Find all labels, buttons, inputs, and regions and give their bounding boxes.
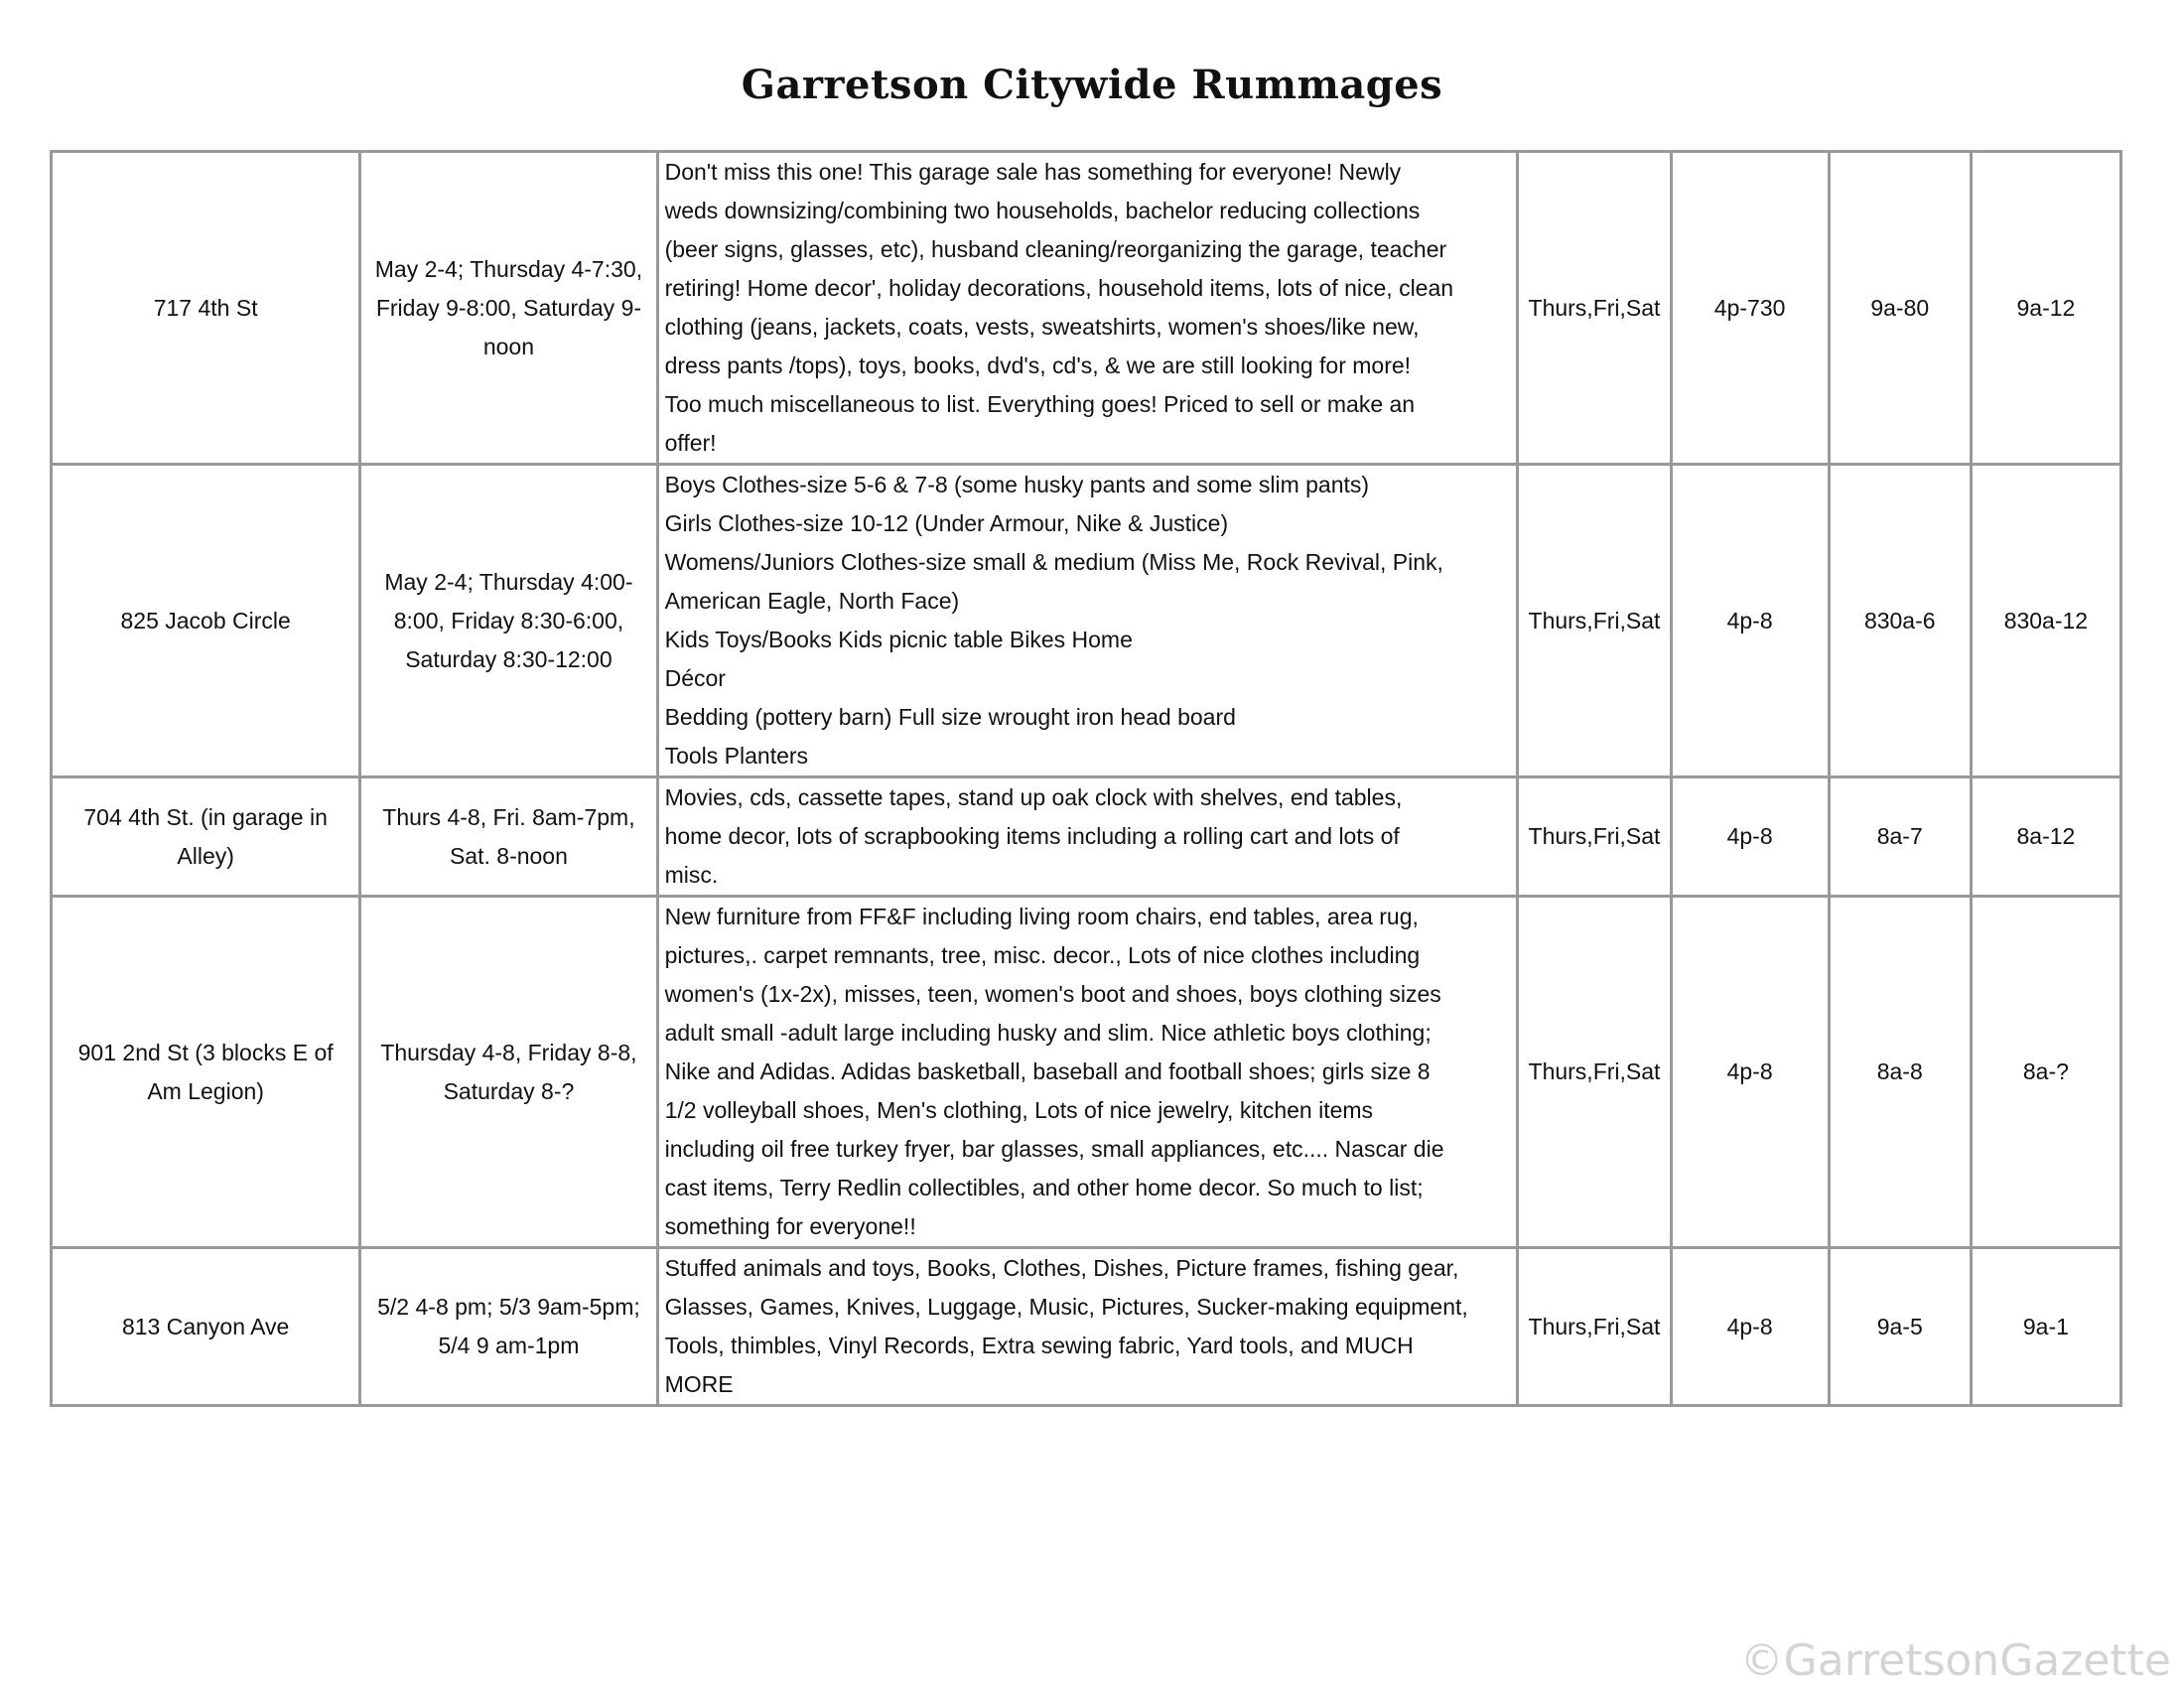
friday-hours-cell: 830a-6 <box>1829 465 1971 777</box>
rummage-sales-table <box>50 150 2122 1407</box>
address-cell: 825 Jacob Circle <box>52 465 360 777</box>
days-cell: Thurs,Fri,Sat <box>1518 152 1671 465</box>
friday-hours-cell: 9a-80 <box>1829 152 1971 465</box>
description-line: Stuffed animals and toys, Books, Clothes, Dishes, Picture frames, fishing gear, <box>664 1255 1459 1281</box>
days-cell: Thurs,Fri,Sat <box>1518 897 1671 1248</box>
days-cell: Thurs,Fri,Sat <box>1518 465 1671 777</box>
description-line: American Eagle, North Face) <box>664 588 960 614</box>
description-line: Movies, cds, cassette tapes, stand up oak clock with shelves, end tables, <box>664 784 1403 810</box>
description-line: Too much miscellaneous to list. Everything goes! Priced to sell or make an <box>664 391 1416 417</box>
table-row <box>52 465 2121 777</box>
watermark-text: ©GarretsonGazette <box>1739 1635 2171 1686</box>
description-line: Tools, thimbles, Vinyl Records, Extra sewing fabric, Yard tools, and MUCH <box>664 1333 1414 1358</box>
thursday-hours-cell: 4p-8 <box>1671 777 1829 897</box>
table-row <box>52 152 2121 465</box>
dates-cell: May 2-4; Thursday 4-7:30, Friday 9-8:00, Saturday 9-noon <box>360 152 657 465</box>
saturday-hours-cell: 8a-12 <box>1971 777 2120 897</box>
description-cell <box>657 897 1518 1248</box>
table-body <box>52 152 2121 1406</box>
friday-hours-cell: 8a-8 <box>1829 897 1971 1248</box>
description-line: Kids Toys/Books Kids picnic table Bikes Home <box>664 627 1133 652</box>
description-line: offer! <box>664 430 717 456</box>
description-line: something for everyone!! <box>664 1213 916 1239</box>
dates-cell: 5/2 4-8 pm; 5/3 9am-5pm; 5/4 9 am-1pm <box>360 1248 657 1406</box>
friday-hours-cell: 8a-7 <box>1829 777 1971 897</box>
description-line: dress pants /tops), toys, books, dvd's, cd's, & we are still looking for more! <box>664 352 1412 378</box>
thursday-hours-cell: 4p-730 <box>1671 152 1829 465</box>
description-cell <box>657 1248 1518 1406</box>
description-line: home decor, lots of scrapbooking items including a rolling cart and lots of <box>664 823 1400 849</box>
table-row <box>52 777 2121 897</box>
description-line: Glasses, Games, Knives, Luggage, Music, Pictures, Sucker-making equipment, <box>664 1294 1468 1320</box>
address-cell: 717 4th St <box>52 152 360 465</box>
description-line: cast items, Terry Redlin collectibles, and other home decor. So much to list; <box>664 1175 1424 1200</box>
table-row <box>52 1248 2121 1406</box>
description-line: clothing (jeans, jackets, coats, vests, sweatshirts, women's shoes/like new, <box>664 314 1420 340</box>
description-line: New furniture from FF&F including living room chairs, end tables, area rug, <box>664 904 1419 929</box>
description-line: (beer signs, glasses, etc), husband cleaning/reorganizing the garage, teacher <box>664 236 1447 262</box>
friday-hours-cell: 9a-5 <box>1829 1248 1971 1406</box>
address-cell: 813 Canyon Ave <box>52 1248 360 1406</box>
description-line: MORE <box>664 1371 734 1397</box>
description-line: pictures,. carpet remnants, tree, misc. decor., Lots of nice clothes including <box>664 942 1421 968</box>
thursday-hours-cell: 4p-8 <box>1671 897 1829 1248</box>
saturday-hours-cell: 8a-? <box>1971 897 2120 1248</box>
address-cell: 901 2nd St (3 blocks E of Am Legion) <box>52 897 360 1248</box>
description-line: weds downsizing/combining two households, bachelor reducing collections <box>664 198 1421 223</box>
description-line: 1/2 volleyball shoes, Men's clothing, Lots of nice jewelry, kitchen items <box>664 1097 1374 1123</box>
thursday-hours-cell: 4p-8 <box>1671 1248 1829 1406</box>
dates-cell: Thurs 4-8, Fri. 8am-7pm, Sat. 8-noon <box>360 777 657 897</box>
days-cell: Thurs,Fri,Sat <box>1518 1248 1671 1406</box>
description-line: Nike and Adidas. Adidas basketball, baseball and football shoes; girls size 8 <box>664 1058 1431 1084</box>
description-line: Womens/Juniors Clothes-size small & medium (Miss Me, Rock Revival, Pink, <box>664 549 1443 575</box>
page-title: Garretson Citywide Rummages <box>741 62 1443 108</box>
description-line: Don't miss this one! This garage sale has something for everyone! Newly <box>664 159 1402 185</box>
description-line: adult small -adult large including husky and slim. Nice athletic boys clothing; <box>664 1020 1432 1046</box>
description-line: including oil free turkey fryer, bar glasses, small appliances, etc.... Nascar die <box>664 1136 1444 1162</box>
description-line: Décor <box>664 665 726 691</box>
description-line: retiring! Home decor', holiday decorations, household items, lots of nice, clean <box>664 275 1454 301</box>
description-cell <box>657 777 1518 897</box>
description-line: Bedding (pottery barn) Full size wrought iron head board <box>664 704 1236 730</box>
saturday-hours-cell: 9a-12 <box>1971 152 2120 465</box>
table-row <box>52 897 2121 1248</box>
days-cell: Thurs,Fri,Sat <box>1518 777 1671 897</box>
description-line: Boys Clothes-size 5-6 & 7-8 (some husky pants and some slim pants) <box>664 472 1370 497</box>
dates-cell: May 2-4; Thursday 4:00-8:00, Friday 8:30-6:00, Saturday 8:30-12:00 <box>360 465 657 777</box>
description-cell <box>657 152 1518 465</box>
description-line: Girls Clothes-size 10-12 (Under Armour, Nike & Justice) <box>664 510 1229 536</box>
description-line: women's (1x-2x), misses, teen, women's boot and shoes, boys clothing sizes <box>664 981 1441 1007</box>
description-cell <box>657 465 1518 777</box>
thursday-hours-cell: 4p-8 <box>1671 465 1829 777</box>
dates-cell: Thursday 4-8, Friday 8-8, Saturday 8-? <box>360 897 657 1248</box>
address-cell: 704 4th St. (in garage in Alley) <box>52 777 360 897</box>
description-line: Tools Planters <box>664 743 809 769</box>
saturday-hours-cell: 830a-12 <box>1971 465 2120 777</box>
saturday-hours-cell: 9a-1 <box>1971 1248 2120 1406</box>
description-line: misc. <box>664 862 719 888</box>
